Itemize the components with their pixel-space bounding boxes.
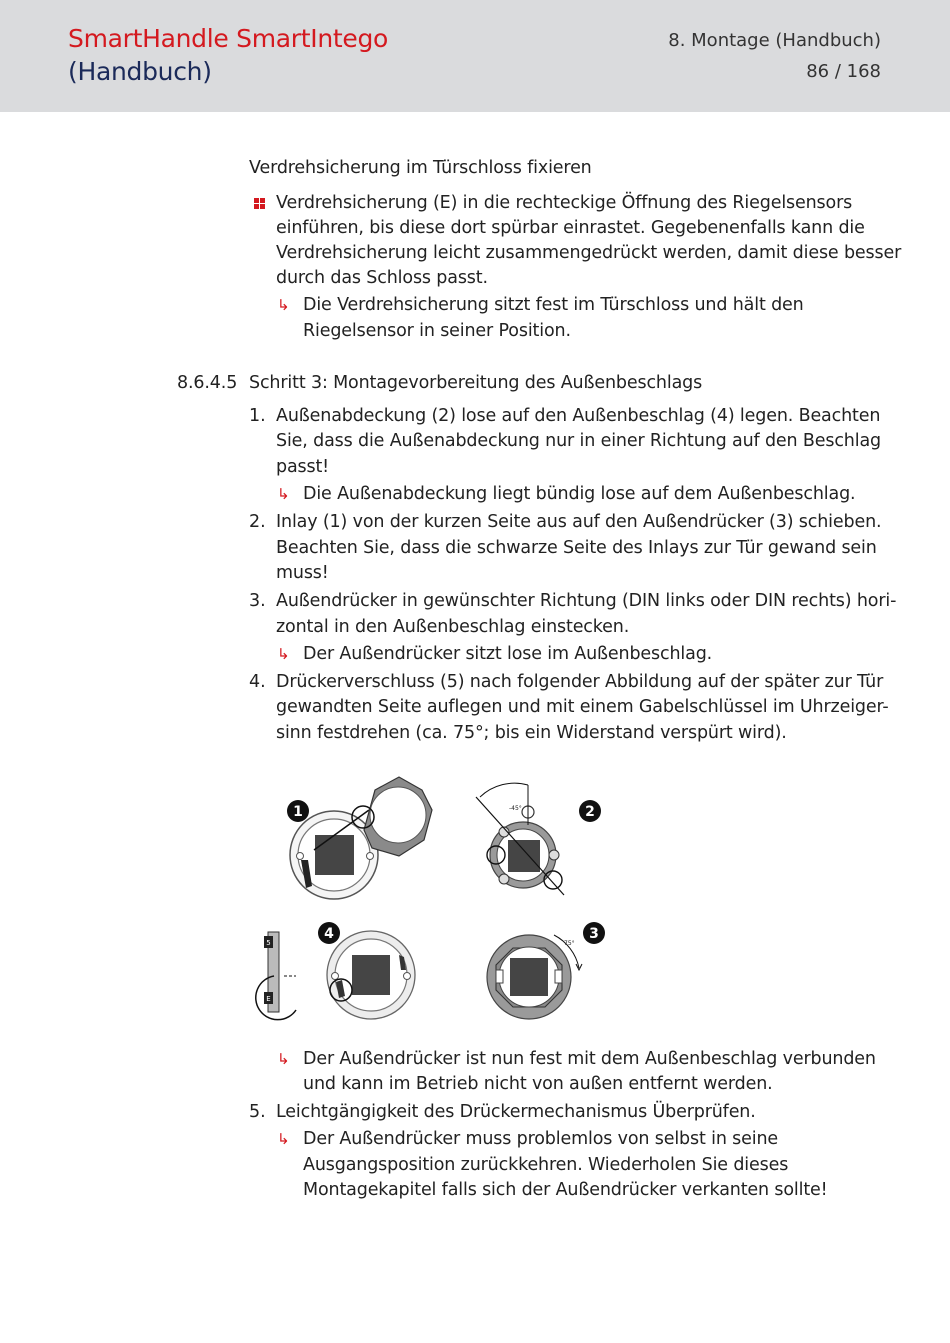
brand-subtitle: (Handbuch) (68, 57, 212, 86)
result-text-line: und kann im Betrieb nicht von außen entfernt werden. (303, 1074, 773, 1094)
angle-label-minus45: -45° (509, 805, 522, 812)
result-text-line: Die Außenabdeckung liegt bündig lose auf dem Außenbeschlag. (303, 484, 856, 504)
result-text-line: Der Außendrücker sitzt lose im Außenbeschlag. (303, 644, 713, 664)
step-badge-2: 2 (585, 804, 595, 820)
result-arrow-icon: ↳ (277, 645, 290, 663)
section-heading: Verdrehsicherung im Türschloss fixieren (249, 158, 592, 178)
part-label-5: 5 (266, 939, 271, 947)
step-text-line: sinn festdrehen (ca. 75°; bis ein Widerstand verspürt wird). (276, 723, 787, 743)
chapter-title: 8. Montage (Handbuch) (668, 30, 881, 51)
step-text-line: Leichtgängigkeit des Drückermechanismus Überprüfen. (276, 1102, 756, 1122)
result-text-line: Der Außendrücker muss problemlos von selbst in seine (303, 1129, 779, 1149)
page-number: 86 / 168 (806, 61, 881, 82)
step-text-line: zontal in den Außenbeschlag einstecken. (276, 617, 630, 637)
result-text-line: Die Verdrehsicherung sitzt fest im Türschloss und hält den (303, 295, 804, 315)
step-number: 4. (249, 672, 266, 692)
step-badge-3: 3 (589, 926, 599, 942)
panel-1-illustration (287, 777, 432, 899)
step-text-line: passt! (276, 457, 330, 477)
step-text-line: Außenabdeckung (2) lose auf den Außenbeschlag (4) legen. Beachten (276, 406, 881, 426)
bullet-text-line: einführen, bis diese dort spürbar einrastet. Gegebenenfalls kann die (276, 218, 865, 238)
step-number: 5. (249, 1102, 266, 1122)
assembly-illustration (244, 770, 624, 1030)
step-badge-4: 4 (324, 926, 334, 942)
step-text-line: Beachten Sie, dass die schwarze Seite des Inlays zur Tür gewand sein (276, 538, 877, 558)
red-four-square-bullet-icon (254, 198, 265, 209)
bullet-text-line: durch das Schloss passt. (276, 268, 488, 288)
step-text-line: gewandten Seite auflegen und mit einem Gabelschlüssel im Uhrzeiger- (276, 697, 889, 717)
panel-4-illustration (256, 922, 415, 1020)
step-number: 2. (249, 512, 266, 532)
result-text-line: Riegelsensor in seiner Position. (303, 321, 571, 341)
panel-2-illustration (476, 783, 601, 895)
page-header (0, 0, 950, 112)
step-number: 1. (249, 406, 266, 426)
step-text-line: Drückerverschluss (5) nach folgender Abbildung auf der später zur Tür (276, 672, 884, 692)
angle-label-75: 75° (564, 940, 575, 947)
result-arrow-icon: ↳ (277, 485, 290, 503)
step-text-line: muss! (276, 563, 329, 583)
section-title: Schritt 3: Montagevorbereitung des Außenbeschlags (249, 373, 703, 393)
brand-title: SmartHandle SmartIntego (68, 24, 389, 53)
bullet-text-line: Verdrehsicherung (E) in die rechteckige Öffnung des Riegelsensors (276, 193, 853, 213)
result-arrow-icon: ↳ (277, 1130, 290, 1148)
step-text-line: Außendrücker in gewünschter Richtung (DIN links oder DIN rechts) hori- (276, 591, 897, 611)
step-badge-1: 1 (293, 804, 303, 820)
result-text-line: Ausgangsposition zurückkehren. Wiederholen Sie dieses (303, 1155, 789, 1175)
bullet-text-line: Verdrehsicherung leicht zusammengedrückt werden, damit diese besser (276, 243, 902, 263)
step-text-line: Inlay (1) von der kurzen Seite aus auf den Außendrücker (3) schieben. (276, 512, 882, 532)
step-text-line: Sie, dass die Außenabdeckung nur in einer Richtung auf den Beschlag (276, 431, 881, 451)
panel-3-illustration (487, 922, 605, 1019)
part-label-E: E (266, 995, 271, 1003)
result-text-line: Der Außendrücker ist nun fest mit dem Außenbeschlag verbunden (303, 1049, 876, 1069)
section-number: 8.6.4.5 (177, 373, 238, 393)
result-text-line: Montagekapitel falls sich der Außendrücker verkanten sollte! (303, 1180, 828, 1200)
result-arrow-icon: ↳ (277, 1050, 290, 1068)
result-arrow-icon: ↳ (277, 296, 290, 314)
step-number: 3. (249, 591, 266, 611)
